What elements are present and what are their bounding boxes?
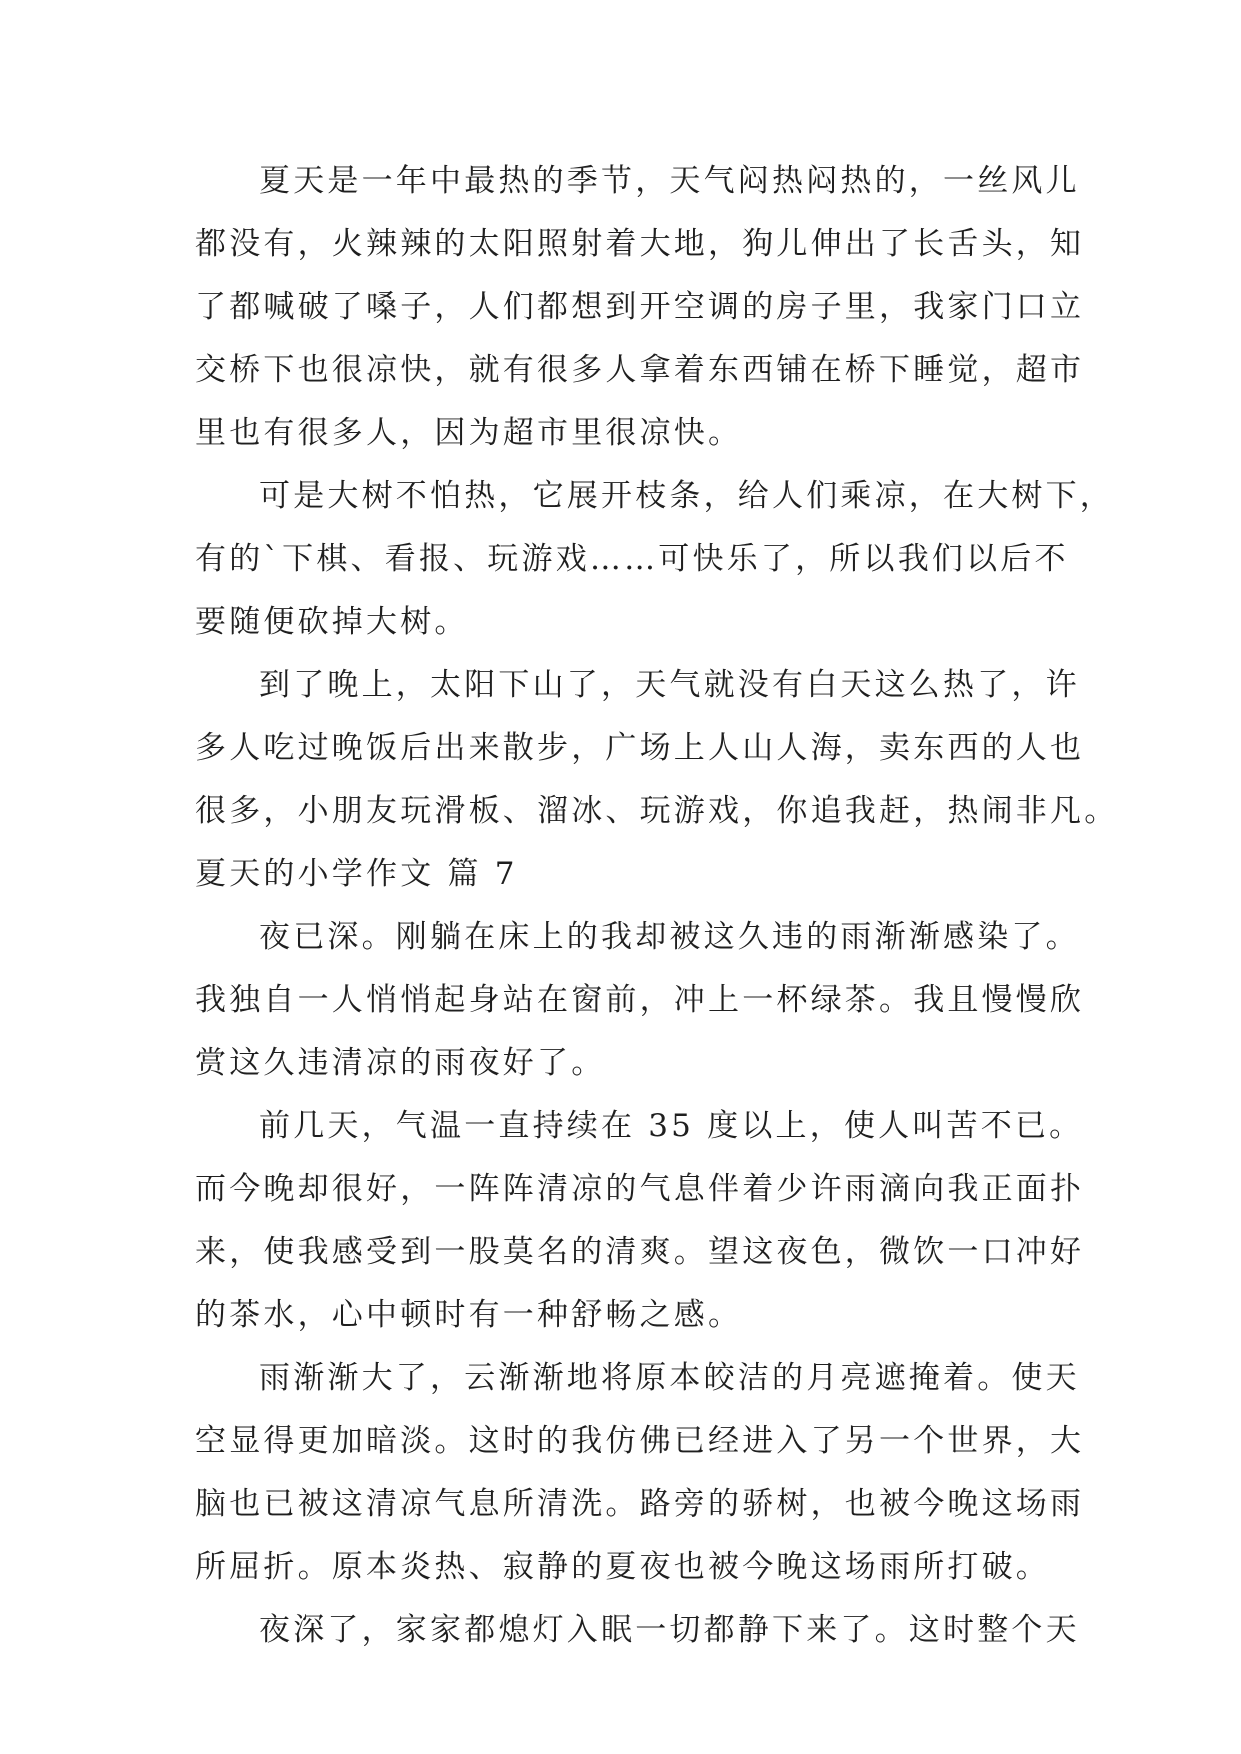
paragraph-line: 可是大树不怕热，它展开枝条，给人们乘凉，在大树下， bbox=[259, 478, 1114, 514]
paragraph-line: 了都喊破了嗓子，人们都想到开空调的房子里，我家门口立 bbox=[195, 289, 1085, 325]
paragraph-line: 夏天是一年中最热的季节，天气闷热闷热的，一丝风儿 bbox=[259, 163, 1080, 199]
paragraph-line: 的茶水，心中顿时有一种舒畅之感。 bbox=[195, 1297, 743, 1333]
paragraph-line: 前几天，气温一直持续在 35 度以上，使人叫苦不已。 bbox=[259, 1108, 1084, 1144]
section-heading: 夏天的小学作文 篇 7 bbox=[195, 856, 518, 892]
paragraph-line: 很多，小朋友玩滑板、溜冰、玩游戏，你追我赶，热闹非凡。 bbox=[195, 793, 1119, 829]
paragraph-line: 空显得更加暗淡。这时的我仿佛已经进入了另一个世界，大 bbox=[195, 1423, 1085, 1459]
paragraph-line: 而今晚却很好，一阵阵清凉的气息伴着少许雨滴向我正面扑 bbox=[195, 1171, 1085, 1207]
paragraph-line: 有的`下棋、看报、玩游戏……可快乐了，所以我们以后不 bbox=[195, 541, 1069, 577]
paragraph-line: 赏这久违清凉的雨夜好了。 bbox=[195, 1045, 606, 1081]
paragraph-line: 都没有，火辣辣的太阳照射着大地，狗儿伸出了长舌头，知 bbox=[195, 226, 1085, 262]
paragraph-line: 夜深了，家家都熄灯入眠一切都静下来了。这时整个天 bbox=[259, 1612, 1080, 1648]
paragraph-line: 脑也已被这清凉气息所清洗。路旁的骄树，也被今晚这场雨 bbox=[195, 1486, 1085, 1522]
paragraph-line: 多人吃过晚饭后出来散步，广场上人山人海，卖东西的人也 bbox=[195, 730, 1085, 766]
paragraph-line: 交桥下也很凉快，就有很多人拿着东西铺在桥下睡觉，超市 bbox=[195, 352, 1085, 388]
paragraph-line: 到了晚上，太阳下山了，天气就没有白天这么热了，许 bbox=[259, 667, 1080, 703]
paragraph-line: 所屈折。原本炎热、寂静的夏夜也被今晚这场雨所打破。 bbox=[195, 1549, 1050, 1585]
paragraph-line: 我独自一人悄悄起身站在窗前，冲上一杯绿茶。我且慢慢欣 bbox=[195, 982, 1085, 1018]
paragraph-line: 雨渐渐大了，云渐渐地将原本皎洁的月亮遮掩着。使天 bbox=[259, 1360, 1080, 1396]
paragraph-line: 来，使我感受到一股莫名的清爽。望这夜色，微饮一口冲好 bbox=[195, 1234, 1085, 1270]
essay-body bbox=[195, 150, 1119, 1662]
paragraph-line: 里也有很多人，因为超市里很凉快。 bbox=[195, 415, 743, 451]
paragraph-line: 要随便砍掉大树。 bbox=[195, 604, 469, 640]
paragraph-line: 夜已深。刚躺在床上的我却被这久违的雨渐渐感染了。 bbox=[259, 919, 1080, 955]
